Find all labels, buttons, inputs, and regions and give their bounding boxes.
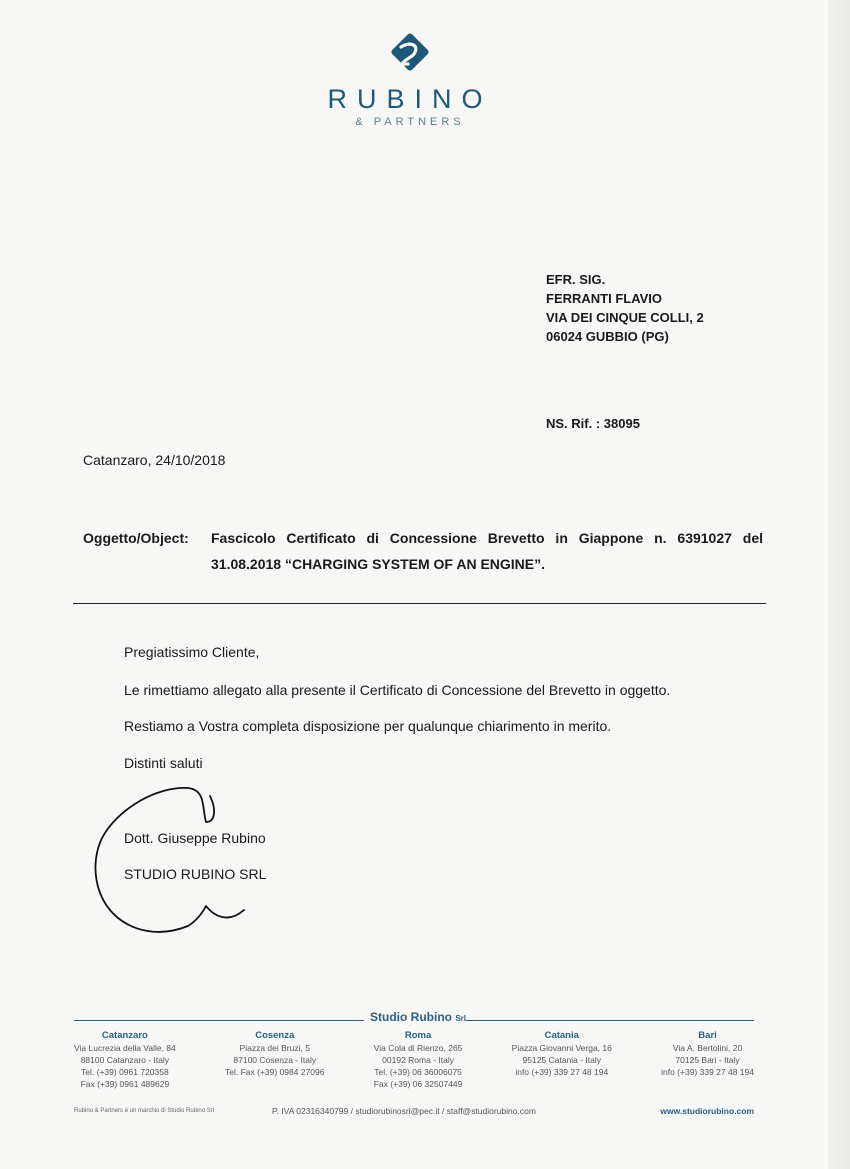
footer-title-suffix: Srl xyxy=(455,1014,466,1023)
logo-name: RUBINO xyxy=(327,84,493,114)
office-catania xyxy=(512,1030,612,1090)
office-city: Roma xyxy=(404,1030,432,1041)
rubino-logo xyxy=(300,28,520,138)
office-line: 00192 Roma - Italy xyxy=(382,1055,454,1065)
office-list xyxy=(74,1030,754,1090)
office-line: Fax (+39) 06 32507449 xyxy=(373,1079,463,1089)
office-line: Via Lucrezia della Valle, 84 xyxy=(74,1043,176,1053)
office-line: Tel. (+39) 0961 720358 xyxy=(81,1067,169,1077)
office-line: Via Cola di Rienzo, 265 xyxy=(373,1043,463,1053)
body-paragraph-2: Restiamo a Vostra completa disposizione per qualunque chiarimento in merito. xyxy=(124,718,612,734)
reference-number: NS. Rif. : 38095 xyxy=(546,416,640,431)
subject-label: Oggetto/Object: xyxy=(83,530,189,546)
office-line: info (+39) 339 27 48 194 xyxy=(661,1067,754,1077)
recipient-line: EFR. SIG. xyxy=(546,272,606,287)
handwritten-signature xyxy=(88,778,258,948)
office-line: 87100 Cosenza - Italy xyxy=(233,1055,317,1065)
office-catanzaro xyxy=(74,1030,176,1090)
website-link[interactable]: www.studiorubino.com xyxy=(660,1106,754,1116)
footer-title xyxy=(370,1010,466,1024)
subject-line-2: 31.08.2018 “CHARGING SYSTEM OF AN ENGINE”. xyxy=(211,556,546,572)
office-line: Tel. Fax (+39) 0984 27096 xyxy=(225,1067,325,1077)
footer-rule-left xyxy=(74,1020,364,1021)
greeting: Pregiatissimo Cliente, xyxy=(124,644,260,660)
subject-block xyxy=(83,530,763,572)
office-line: Tel. (+39) 06 36006075 xyxy=(374,1067,462,1077)
recipient-address xyxy=(546,270,704,346)
office-city: Bari xyxy=(698,1030,717,1041)
footer-title-name: Studio Rubino xyxy=(370,1010,452,1024)
logo-subtitle: & PARTNERS xyxy=(355,116,465,128)
closing: Distinti saluti xyxy=(124,755,203,771)
subject-divider xyxy=(73,603,766,604)
office-line: Fax (+39) 0961 489629 xyxy=(80,1079,170,1089)
office-line: 70125 Bari - Italy xyxy=(675,1055,740,1065)
subject-line-1: Fascicolo Certificato di Concessione Brevetto in Giappone n. 6391027 del xyxy=(211,530,763,546)
body-paragraph-1: Le rimettiamo allegato alla presente il Certificato di Concessione del Brevetto in oggetto. xyxy=(124,682,671,698)
logo-diamond-icon xyxy=(386,28,434,76)
place-date: Catanzaro, 24/10/2018 xyxy=(83,452,226,468)
office-line: Piazza Giovanni Verga, 16 xyxy=(511,1043,612,1053)
office-line: 95125 Catania - Italy xyxy=(522,1055,601,1065)
recipient-line: 06024 GUBBIO (PG) xyxy=(546,329,669,344)
signatory-name: Dott. Giuseppe Rubino xyxy=(124,830,266,846)
office-line: info (+39) 339 27 48 194 xyxy=(515,1067,609,1077)
office-city: Catania xyxy=(544,1030,579,1041)
office-roma xyxy=(374,1030,463,1090)
contact-line: P. IVA 02316340799 / studiorubinosrl@pec.it / staff@studiorubino.com xyxy=(272,1106,536,1116)
office-line: Via A. Bertolini, 20 xyxy=(672,1043,743,1053)
recipient-line: VIA DEI CINQUE COLLI, 2 xyxy=(546,310,704,325)
paper-edge xyxy=(828,0,850,1169)
office-city: Catanzaro xyxy=(101,1030,148,1041)
office-city: Cosenza xyxy=(255,1030,295,1041)
signatory-company: STUDIO RUBINO SRL xyxy=(124,866,267,882)
office-bari xyxy=(661,1030,754,1090)
trademark-note: Rubino & Partners è un marchio di Studio Rubino Srl xyxy=(74,1108,215,1114)
office-line: 88100 Catanzaro - Italy xyxy=(80,1055,170,1065)
office-cosenza xyxy=(225,1030,324,1090)
recipient-line: FERRANTI FLAVIO xyxy=(546,291,663,306)
letterhead-footer xyxy=(74,1008,754,1090)
footer-rule-right xyxy=(466,1020,754,1021)
office-line: Piazza dei Bruzi, 5 xyxy=(239,1043,310,1053)
